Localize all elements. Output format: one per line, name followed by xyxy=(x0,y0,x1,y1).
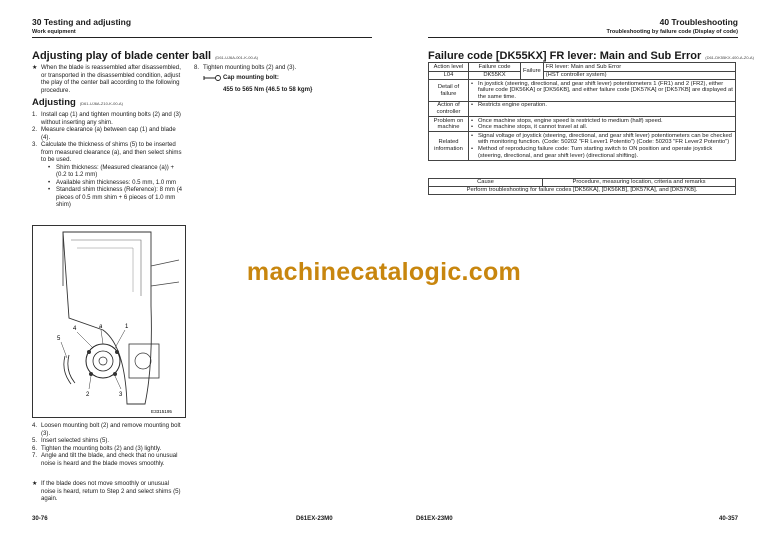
star-icon: ★ xyxy=(32,64,38,71)
failure-code-table xyxy=(428,62,736,161)
torque-label: Cap mounting bolt: xyxy=(223,74,279,81)
steps-list-b xyxy=(32,422,184,467)
failure-name: FR lever: Main and Sub Error xyxy=(543,63,735,72)
callout-label: 2 xyxy=(86,392,90,398)
related-cell: • Signal voltage of joystick (steering, directional, and gear shift lever) potentiometers can be checked with monitoring function. (Code: 50202 "FR Lever1 Potentio") (Code: 50203 "FR Lever2 Potentio") • Method of reproducing failure code: Turn starting switch to ON position and operate joystick (steering, directional, and gear shift lever) (directional shifting). xyxy=(469,132,736,160)
right-header-rule xyxy=(428,37,738,38)
related-label: Related information xyxy=(429,132,469,160)
right-section-code: (D61-DK55KX-400-A-Z0-A) xyxy=(705,55,754,60)
watermark-text: machinecatalogic.com xyxy=(246,258,522,286)
right-header-title: 40 Troubleshooting xyxy=(659,17,738,27)
torque-wrench-icon xyxy=(203,74,221,82)
right-page-number: 40-357 xyxy=(719,515,738,522)
step-item: 4. Loosen mounting bolt (2) and remove mounting bolt (3). xyxy=(32,422,181,437)
blade-assembly-diagram xyxy=(33,226,185,417)
left-header-subtitle: Work equipment xyxy=(32,29,76,35)
shim-item: • Standard shim thickness (Reference): 8 mm (4 pieces of 0.5 mm shim + 6 pieces of 1.0 mm shim) xyxy=(48,186,182,208)
shim-item: • Available shim thicknesses: 0.5 mm, 1.0 mm xyxy=(48,178,177,186)
steps-list-a xyxy=(32,111,184,209)
right-section-title: Failure code [DK55KX] FR lever: Main and Sub Error (D61-DK55KX-400-A-Z0-A) xyxy=(428,50,754,62)
left-header-rule xyxy=(32,37,372,38)
callout-label: 4 xyxy=(73,326,77,332)
torque-value: 455 to 565 Nm {46.5 to 58 kgm} xyxy=(223,86,313,93)
step-item: 2. Measure clearance (a) between cap (1) and blade (4). xyxy=(32,126,176,141)
action-level-label: Action level xyxy=(429,63,469,72)
step-item: 3. Calculate the thickness of shims (5) to be inserted from measured clearance (a), and then select shims to be used. xyxy=(32,141,182,163)
star-icon: ★ xyxy=(32,480,38,487)
procedure-text: Perform troubleshooting for failure codes [DK56KA], [DK56KB], [DK57KA], and [DK57KB]. xyxy=(429,187,736,195)
detail-cell: • In joystick (steering, directional, and gear shift lever) potentiometers 1 (FR1) and 2 (FR2), either failure code [DK56KA] or [DK56KB], and either failure code [DK57KA] or [DK57KB] are displayed at the same time. xyxy=(469,80,736,102)
callout-label: a xyxy=(99,324,103,330)
failure-code-label: Failure code xyxy=(469,63,521,72)
failure-label: Failure xyxy=(521,63,544,80)
step-item: 6. Tighten the mounting bolts (2) and (3) lightly. xyxy=(32,444,162,452)
callout-label: 3 xyxy=(119,392,123,398)
right-header-subtitle: Troubleshooting by failure code (Display of code) xyxy=(606,29,738,35)
left-header-title: 30 Testing and adjusting xyxy=(32,17,132,27)
figure-code: E3315195 xyxy=(151,409,172,414)
step-item: 7. Angle and tilt the blade, and check that no unusual noise is heard and the blade moves smoothly. xyxy=(32,452,178,467)
action-level-value: L04 xyxy=(429,71,469,80)
adjusting-code: (D61-UJ6A-Z10-K-00-A) xyxy=(79,101,123,106)
return-note: ★ If the blade does not move smoothly or unusual noise is heard, return to Step 2 and select shims (5) again. xyxy=(32,480,181,502)
left-model-code: D61EX-23M0 xyxy=(296,515,333,522)
action-label: Action of controller xyxy=(429,101,469,116)
failure-code-value: DK55KX xyxy=(469,71,521,80)
failure-system: (HST controller system) xyxy=(543,71,735,80)
step-8: 8. Tighten mounting bolts (2) and (3). xyxy=(194,64,297,71)
problem-cell: • Once machine stops, engine speed is restricted to medium (half) speed. • Once machine stops, it cannot travel at all. xyxy=(469,117,736,132)
shim-item: • Shim thickness: (Measured clearance (a)) + (0.2 to 1.2 mm) xyxy=(48,163,175,178)
step-item: 1. Install cap (1) and tighten mounting bolts (2) and (3) without inserting any shim. xyxy=(32,111,181,126)
step-item: 5. Insert selected shims (5). xyxy=(32,437,110,444)
right-model-code: D61EX-23M0 xyxy=(416,515,453,522)
blade-center-ball-figure xyxy=(32,225,186,418)
problem-label: Problem on machine xyxy=(429,117,469,132)
callout-label: 1 xyxy=(125,324,129,330)
left-section-title: Adjusting play of blade center ball (D61-UJ6A-001-K-00-A) xyxy=(32,50,258,62)
left-page-number: 30-76 xyxy=(32,515,48,522)
cause-procedure-table xyxy=(428,178,736,195)
procedure-header: Procedure, measuring location, criteria and remarks xyxy=(543,179,736,187)
callout-label: 5 xyxy=(57,336,61,342)
cause-header: Cause xyxy=(429,179,543,187)
adjusting-title: Adjusting (D61-UJ6A-Z10-K-00-A) xyxy=(32,97,123,108)
detail-label: Detail of failure xyxy=(429,80,469,102)
left-section-code: (D61-UJ6A-001-K-00-A) xyxy=(215,55,258,60)
intro-note: ★ When the blade is reassembled after disassembled, or transported in the disassembled condition, adjust the play of the center ball according to the following procedure. xyxy=(32,64,181,94)
action-cell: • Restricts engine operation. xyxy=(469,101,736,116)
